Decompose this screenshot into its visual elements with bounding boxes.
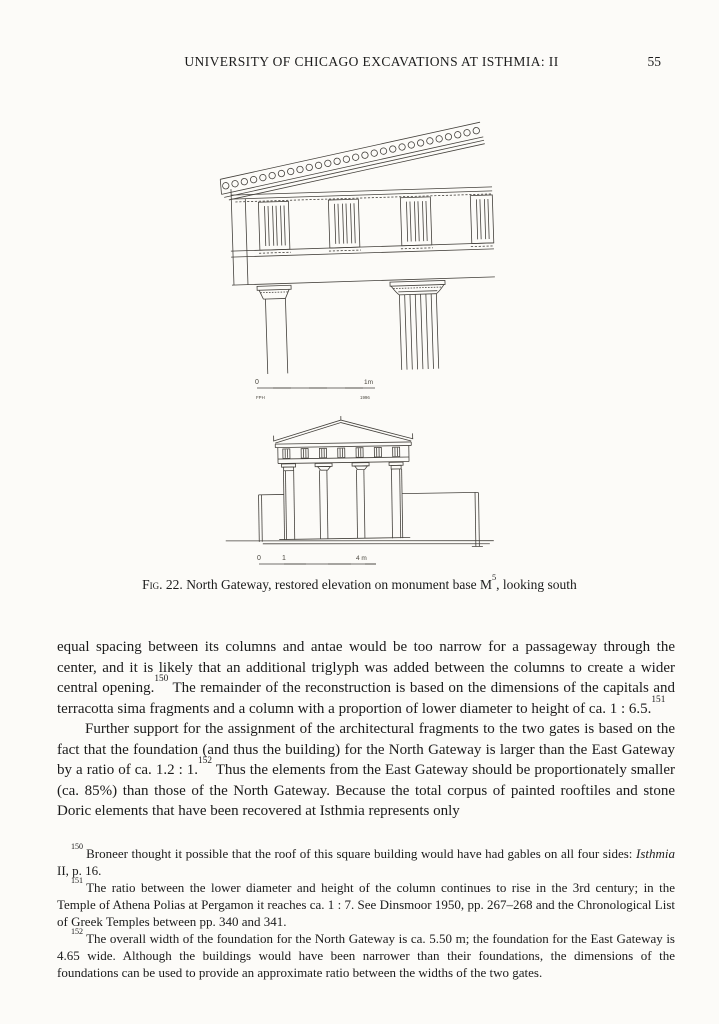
paragraph-1	[57, 637, 675, 719]
caption-superscript: 5	[491, 572, 497, 582]
footnote-152-marker: 152	[71, 926, 84, 936]
page-number: 55	[647, 54, 661, 69]
paragraph-2-text-cont: Thus the elements from the East Gateway should be proportionately smaller (ca. 85%) than those of the North Gateway. Because the total corpus of painted rooftiles and stone Doric elements that have been recovered at Isthmia represents only	[57, 762, 675, 819]
footnote-ref-151: 151	[651, 694, 666, 705]
elevation-scale-4m-label: 4 m	[356, 555, 367, 562]
scale-bar-1m	[255, 379, 375, 400]
footnotes	[57, 841, 675, 981]
elevation-drawing	[224, 414, 494, 551]
footnote-151-marker: 151	[71, 875, 84, 885]
paragraph-1-text-cont: The remainder of the reconstruction is based on the dimensions of the capitals and terracotta sima fragments and a column with a proportion of lower diameter to height of ca. 1 : 6.5.	[57, 680, 675, 717]
body-text	[57, 637, 675, 822]
figure-label: Fig. 22.	[142, 577, 183, 592]
elevation-scale-zero-label: 0	[257, 555, 261, 562]
running-header	[0, 54, 719, 72]
footnote-ref-150: 150	[154, 674, 169, 685]
drawing-year: 1996	[360, 395, 370, 400]
doric-column	[390, 280, 448, 370]
elevation-scale-one-label: 1	[282, 555, 286, 562]
figure-caption	[0, 572, 719, 593]
entablature-detail-drawing	[217, 122, 498, 376]
figure-drawing	[215, 112, 505, 576]
paragraph-2	[57, 719, 675, 822]
footnote-150-text: Broneer thought it possible that the roof of this square building would have had gables on all four sides:	[86, 846, 636, 861]
anta-pier	[257, 285, 294, 374]
footnote-151-text: The ratio between the lower diameter and height of the column continues to rise in the 3rd century; in the Temple of Athena Polias at Pergamon it reaches ca. 1 : 7. See Dinsmoor 1950, pp. 267–268 and the Chronological List of Greek Temples between pp. 340 and 341.	[57, 880, 675, 929]
footnote-151	[57, 875, 675, 930]
footnote-ref-152: 152	[198, 756, 212, 767]
footnote-150-marker: 150	[71, 841, 84, 851]
footnote-150-italic: Isthmia	[636, 846, 675, 861]
footnote-150	[57, 841, 675, 879]
caption-text: North Gateway, restored elevation on monument base M	[182, 577, 492, 592]
footnote-152-text: The overall width of the foundation for the North Gateway is ca. 5.50 m; the foundation for the East Gateway is 4.65 wide. Although the buildings would have been narrower than their foundations, the dimensions of the foundations can be used to provide an approximate ratio between the widths of the two gates.	[57, 931, 675, 980]
running-title: UNIVERSITY OF CHICAGO EXCAVATIONS AT ISTHMIA: II	[184, 54, 559, 69]
scale-bar-4m	[257, 555, 376, 564]
detail-scale-1m-label: 1m	[364, 379, 374, 386]
footnote-150-text-end: II, p. 16.	[57, 863, 102, 878]
triglyph-frieze	[258, 195, 493, 250]
paragraph-2-text: Further support for the assignment of the architectural fragments to the two gates is based on the fact that the foundation (and thus the building) for the North Gateway is larger than the East Gateway by a ratio of ca. 1.2 : 1.	[57, 721, 675, 778]
paragraph-1-text: equal spacing between its columns and antae would be too narrow for a passageway through the center, and it is likely that an additional triglyph was added between the columns to create a wider central opening.	[57, 639, 675, 696]
caption-text-end: , looking south	[496, 577, 577, 592]
detail-scale-zero-label: 0	[255, 379, 259, 386]
footnote-152	[57, 926, 675, 981]
drafter-initials: FPH	[256, 395, 265, 400]
